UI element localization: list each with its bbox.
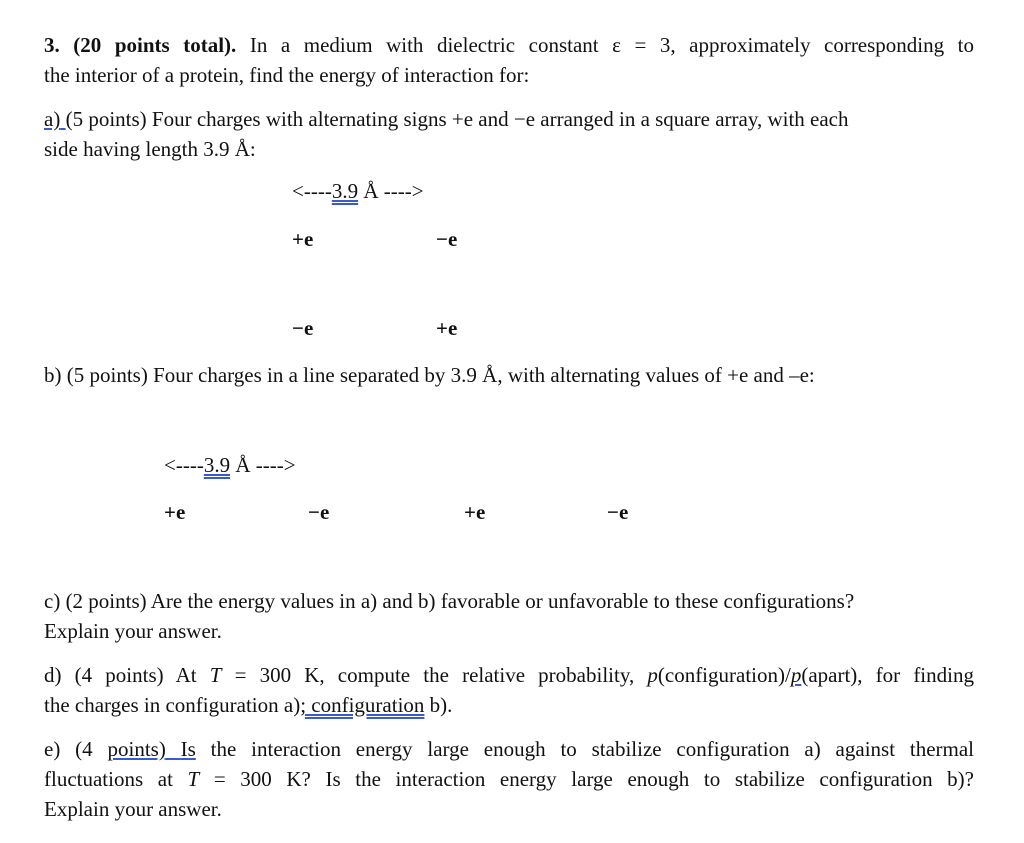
part-c-line-2: Explain your answer.	[44, 619, 222, 643]
square-charge-bottom-left: −e	[292, 316, 314, 340]
part-d-text	[44, 660, 974, 720]
part-a-line-2: side having length 3.9 Å:	[44, 137, 256, 161]
part-e-line-1: e) (4 points) Is the interaction energy large enough to stabilize configuration a) against thermal	[44, 737, 975, 761]
line-charge-2: −e	[308, 500, 330, 524]
part-e-line-3: Explain your answer.	[44, 797, 222, 821]
line-charge-1: +e	[164, 500, 186, 524]
question-number: 3.	[44, 33, 60, 57]
part-a-line-1	[44, 104, 974, 134]
probability-symbol-2: p	[790, 663, 802, 687]
part-c-text	[44, 586, 974, 646]
intro-line-1	[44, 30, 974, 60]
part-d-line-1: d) (4 points) At T = 300 K, compute the relative probability, p(configuration)/p(apart), for finding	[44, 663, 974, 687]
temperature-symbol: T	[209, 663, 222, 687]
intro-line-2: the interior of a protein, find the energy of interaction for:	[44, 63, 530, 87]
part-d-underlined-phrase: ); configuration	[293, 693, 425, 717]
probability-symbol-1: p	[647, 663, 658, 687]
question-points: (20 points total).	[73, 33, 237, 57]
part-e-line-2: fluctuations at T = 300 K? Is the interaction energy large enough to stabilize configuration b)?	[44, 767, 974, 791]
part-a-dimension-value: 3.9	[331, 179, 359, 203]
line-charge-3: +e	[464, 500, 486, 524]
part-e-text	[44, 734, 974, 824]
square-charge-top-right: −e	[436, 227, 458, 251]
intro-text-1: In a medium with dielectric constant ε = 3, approximately corresponding to	[249, 33, 975, 57]
square-charge-top-left: +e	[292, 227, 314, 251]
part-b-text	[44, 360, 974, 390]
part-d-line-2: the charges in configuration a); configuration b).	[44, 693, 453, 717]
line-charge-4: −e	[607, 500, 629, 524]
part-c-line-1: c) (2 points) Are the energy values in a) and b) favorable or unfavorable to these configurations?	[44, 589, 855, 613]
square-charge-bottom-right: +e	[436, 316, 458, 340]
part-a-points: (5 points)	[65, 107, 147, 131]
part-e-points-underlined: points)	[107, 737, 166, 761]
part-e-is-underlined: Is	[180, 737, 196, 761]
part-a-label: a)	[44, 107, 61, 131]
temperature-symbol-e: T	[187, 767, 200, 791]
part-b-line-1: b) (5 points) Four charges in a line separated by 3.9 Å, with alternating values of +e and –e:	[44, 363, 815, 387]
part-a-text-1: Four charges with alternating signs +e and −e arranged in a square array, with each	[146, 107, 849, 131]
part-a-text	[44, 104, 974, 164]
part-b-dimension-label: <----3.9 Å ---->	[164, 453, 296, 477]
question-3-intro	[44, 30, 974, 90]
part-b-dimension-value: 3.9	[203, 453, 231, 477]
part-a-dimension-label: <----3.9 Å ---->	[292, 179, 424, 203]
